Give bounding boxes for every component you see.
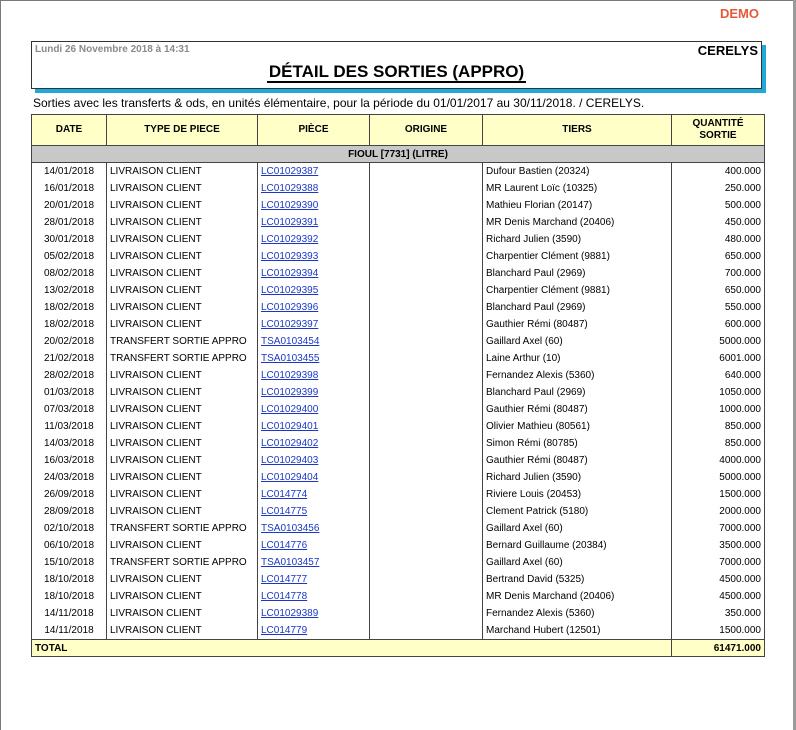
row-date: 20/01/2018 xyxy=(32,197,107,214)
row-type: LIVRAISON CLIENT xyxy=(107,503,258,520)
row-date: 28/09/2018 xyxy=(32,503,107,520)
table-row xyxy=(32,537,765,554)
row-piece xyxy=(258,486,370,503)
row-piece xyxy=(258,554,370,571)
row-quantity: 3500.000 xyxy=(672,537,765,554)
table-row xyxy=(32,350,765,367)
row-date: 18/02/2018 xyxy=(32,299,107,316)
row-piece xyxy=(258,367,370,384)
row-piece xyxy=(258,384,370,401)
piece-link[interactable]: LC01029387 xyxy=(261,166,319,177)
row-date: 14/03/2018 xyxy=(32,435,107,452)
row-type: LIVRAISON CLIENT xyxy=(107,401,258,418)
row-piece xyxy=(258,282,370,299)
table-row xyxy=(32,163,765,181)
row-tiers: Richard Julien (3590) xyxy=(483,231,672,248)
row-piece xyxy=(258,214,370,231)
row-piece xyxy=(258,316,370,333)
piece-link[interactable]: TSA0103454 xyxy=(261,336,320,347)
row-tiers: Laine Arthur (10) xyxy=(483,350,672,367)
row-tiers: Gauthier Rémi (80487) xyxy=(483,316,672,333)
row-date: 06/10/2018 xyxy=(32,537,107,554)
row-quantity: 450.000 xyxy=(672,214,765,231)
table-row xyxy=(32,316,765,333)
piece-link[interactable]: LC01029393 xyxy=(261,251,319,262)
row-origine xyxy=(370,571,483,588)
row-tiers: MR Denis Marchand (20406) xyxy=(483,214,672,231)
row-type: LIVRAISON CLIENT xyxy=(107,231,258,248)
row-quantity: 600.000 xyxy=(672,316,765,333)
row-piece xyxy=(258,265,370,282)
row-tiers: Charpentier Clément (9881) xyxy=(483,282,672,299)
piece-link[interactable]: LC01029390 xyxy=(261,200,319,211)
row-type: LIVRAISON CLIENT xyxy=(107,384,258,401)
table-row xyxy=(32,282,765,299)
row-type: LIVRAISON CLIENT xyxy=(107,299,258,316)
col-header-quantity-line1: QUANTITÉ xyxy=(692,118,744,129)
piece-link[interactable]: LC014779 xyxy=(261,625,308,636)
row-origine xyxy=(370,520,483,537)
row-origine xyxy=(370,605,483,622)
total-label: TOTAL xyxy=(32,640,672,657)
row-tiers: Bertrand David (5325) xyxy=(483,571,672,588)
row-origine xyxy=(370,503,483,520)
row-quantity: 4500.000 xyxy=(672,588,765,605)
row-piece xyxy=(258,163,370,181)
table-row xyxy=(32,469,765,486)
row-origine xyxy=(370,486,483,503)
row-origine xyxy=(370,367,483,384)
row-type: LIVRAISON CLIENT xyxy=(107,248,258,265)
sorties-table xyxy=(31,114,765,657)
row-tiers: Fernandez Alexis (5360) xyxy=(483,367,672,384)
report-date: Lundi 26 Novembre 2018 à 14:31 xyxy=(35,44,190,55)
piece-link[interactable]: LC01029399 xyxy=(261,387,319,398)
col-header-date: DATE xyxy=(32,115,107,146)
row-quantity: 1500.000 xyxy=(672,486,765,503)
col-header-piece: PIÈCE xyxy=(258,115,370,146)
table-row xyxy=(32,197,765,214)
row-tiers: Gaillard Axel (60) xyxy=(483,554,672,571)
row-date: 18/10/2018 xyxy=(32,571,107,588)
row-quantity: 250.000 xyxy=(672,180,765,197)
piece-link[interactable]: LC01029394 xyxy=(261,268,319,279)
row-type: LIVRAISON CLIENT xyxy=(107,163,258,181)
row-origine xyxy=(370,537,483,554)
piece-link[interactable]: LC014777 xyxy=(261,574,308,585)
table-row xyxy=(32,622,765,640)
row-origine xyxy=(370,554,483,571)
row-quantity: 500.000 xyxy=(672,197,765,214)
demo-watermark: DEMO xyxy=(720,6,759,21)
table-row xyxy=(32,248,765,265)
piece-link[interactable]: TSA0103455 xyxy=(261,353,320,364)
row-type: LIVRAISON CLIENT xyxy=(107,469,258,486)
row-type: LIVRAISON CLIENT xyxy=(107,571,258,588)
row-tiers: Charpentier Clément (9881) xyxy=(483,248,672,265)
row-origine xyxy=(370,231,483,248)
row-piece xyxy=(258,605,370,622)
row-date: 28/02/2018 xyxy=(32,367,107,384)
report-header xyxy=(31,41,762,89)
row-quantity: 7000.000 xyxy=(672,520,765,537)
row-origine xyxy=(370,435,483,452)
piece-link[interactable]: LC014774 xyxy=(261,489,308,500)
row-type: LIVRAISON CLIENT xyxy=(107,316,258,333)
row-origine xyxy=(370,214,483,231)
row-tiers: Dufour Bastien (20324) xyxy=(483,163,672,181)
row-type: TRANSFERT SORTIE APPRO xyxy=(107,554,258,571)
row-quantity: 4000.000 xyxy=(672,452,765,469)
row-type: LIVRAISON CLIENT xyxy=(107,486,258,503)
row-date: 30/01/2018 xyxy=(32,231,107,248)
row-tiers: Bernard Guillaume (20384) xyxy=(483,537,672,554)
table-row xyxy=(32,384,765,401)
row-quantity: 480.000 xyxy=(672,231,765,248)
table-row xyxy=(32,401,765,418)
row-piece xyxy=(258,520,370,537)
row-date: 28/01/2018 xyxy=(32,214,107,231)
row-quantity: 400.000 xyxy=(672,163,765,181)
row-quantity: 350.000 xyxy=(672,605,765,622)
row-origine xyxy=(370,282,483,299)
row-tiers: Clement Patrick (5180) xyxy=(483,503,672,520)
row-quantity: 1050.000 xyxy=(672,384,765,401)
row-tiers: Gauthier Rémi (80487) xyxy=(483,452,672,469)
row-tiers: MR Denis Marchand (20406) xyxy=(483,588,672,605)
row-tiers: Riviere Louis (20453) xyxy=(483,486,672,503)
row-type: LIVRAISON CLIENT xyxy=(107,265,258,282)
row-date: 14/11/2018 xyxy=(32,622,107,640)
row-quantity: 4500.000 xyxy=(672,571,765,588)
company-name: CERELYS xyxy=(697,43,758,58)
row-date: 07/03/2018 xyxy=(32,401,107,418)
row-type: LIVRAISON CLIENT xyxy=(107,180,258,197)
group-label: FIOUL [7731] (LITRE) xyxy=(32,146,765,163)
row-quantity: 640.000 xyxy=(672,367,765,384)
row-origine xyxy=(370,384,483,401)
piece-link[interactable]: LC01029397 xyxy=(261,319,319,330)
row-piece xyxy=(258,299,370,316)
row-tiers: Gaillard Axel (60) xyxy=(483,520,672,537)
row-type: LIVRAISON CLIENT xyxy=(107,418,258,435)
table-row xyxy=(32,520,765,537)
col-header-type: TYPE DE PIECE xyxy=(107,115,258,146)
row-quantity: 850.000 xyxy=(672,418,765,435)
piece-link[interactable]: LC01029401 xyxy=(261,421,319,432)
row-tiers: Fernandez Alexis (5360) xyxy=(483,605,672,622)
table-row xyxy=(32,299,765,316)
row-piece xyxy=(258,571,370,588)
piece-link[interactable]: LC01029392 xyxy=(261,234,319,245)
piece-link[interactable]: LC01029391 xyxy=(261,217,319,228)
row-tiers: Marchand Hubert (12501) xyxy=(483,622,672,640)
row-quantity: 1000.000 xyxy=(672,401,765,418)
table-row xyxy=(32,588,765,605)
report-title-text: DÉTAIL DES SORTIES (APPRO) xyxy=(268,62,525,81)
row-type: LIVRAISON CLIENT xyxy=(107,367,258,384)
row-date: 16/01/2018 xyxy=(32,180,107,197)
row-origine xyxy=(370,316,483,333)
row-tiers: Gauthier Rémi (80487) xyxy=(483,401,672,418)
row-type: LIVRAISON CLIENT xyxy=(107,435,258,452)
row-date: 08/02/2018 xyxy=(32,265,107,282)
total-row xyxy=(32,640,765,657)
col-header-tiers: TIERS xyxy=(483,115,672,146)
row-origine xyxy=(370,350,483,367)
row-origine xyxy=(370,452,483,469)
row-date: 26/09/2018 xyxy=(32,486,107,503)
row-quantity: 5000.000 xyxy=(672,333,765,350)
table-row xyxy=(32,265,765,282)
col-header-origine: ORIGINE xyxy=(370,115,483,146)
row-piece xyxy=(258,537,370,554)
piece-link[interactable]: LC01029389 xyxy=(261,608,319,619)
row-type: LIVRAISON CLIENT xyxy=(107,197,258,214)
table-row xyxy=(32,554,765,571)
row-piece xyxy=(258,248,370,265)
row-type: TRANSFERT SORTIE APPRO xyxy=(107,350,258,367)
row-quantity: 850.000 xyxy=(672,435,765,452)
row-piece xyxy=(258,588,370,605)
row-quantity: 650.000 xyxy=(672,282,765,299)
row-tiers: Blanchard Paul (2969) xyxy=(483,299,672,316)
table-row xyxy=(32,367,765,384)
piece-link[interactable]: LC014776 xyxy=(261,540,308,551)
row-origine xyxy=(370,622,483,640)
row-date: 01/03/2018 xyxy=(32,384,107,401)
piece-link[interactable]: LC014775 xyxy=(261,506,308,517)
row-origine xyxy=(370,299,483,316)
row-piece xyxy=(258,435,370,452)
row-type: LIVRAISON CLIENT xyxy=(107,214,258,231)
row-type: LIVRAISON CLIENT xyxy=(107,282,258,299)
row-piece xyxy=(258,333,370,350)
row-origine xyxy=(370,197,483,214)
row-tiers: Gaillard Axel (60) xyxy=(483,333,672,350)
table-header-row xyxy=(32,115,765,146)
report-title xyxy=(32,62,761,82)
table-row xyxy=(32,486,765,503)
row-origine xyxy=(370,265,483,282)
row-piece xyxy=(258,503,370,520)
report-subtitle: Sorties avec les transferts & ods, en unités élémentaire, pour la période du 01/01/2017 au 30/11/2018. / CERELYS. xyxy=(33,96,645,110)
row-type: TRANSFERT SORTIE APPRO xyxy=(107,333,258,350)
table-row xyxy=(32,333,765,350)
row-quantity: 2000.000 xyxy=(672,503,765,520)
row-piece xyxy=(258,452,370,469)
row-tiers: MR Laurent Loïc (10325) xyxy=(483,180,672,197)
row-date: 02/10/2018 xyxy=(32,520,107,537)
piece-link[interactable]: LC01029404 xyxy=(261,472,319,483)
piece-link[interactable]: LC01029396 xyxy=(261,302,319,313)
row-date: 11/03/2018 xyxy=(32,418,107,435)
row-origine xyxy=(370,248,483,265)
row-date: 13/02/2018 xyxy=(32,282,107,299)
row-type: LIVRAISON CLIENT xyxy=(107,588,258,605)
row-type: LIVRAISON CLIENT xyxy=(107,605,258,622)
col-header-quantity-line2: SORTIE xyxy=(699,130,737,141)
row-type: LIVRAISON CLIENT xyxy=(107,452,258,469)
piece-link[interactable]: LC01029395 xyxy=(261,285,319,296)
row-quantity: 6001.000 xyxy=(672,350,765,367)
table-row xyxy=(32,605,765,622)
row-quantity: 550.000 xyxy=(672,299,765,316)
piece-link[interactable]: LC01029403 xyxy=(261,455,319,466)
piece-link[interactable]: LC014778 xyxy=(261,591,308,602)
group-row xyxy=(32,146,765,163)
row-date: 15/10/2018 xyxy=(32,554,107,571)
col-header-quantity xyxy=(672,115,765,146)
piece-link[interactable]: LC01029402 xyxy=(261,438,319,449)
row-piece xyxy=(258,350,370,367)
row-tiers: Blanchard Paul (2969) xyxy=(483,384,672,401)
row-tiers: Blanchard Paul (2969) xyxy=(483,265,672,282)
row-piece xyxy=(258,622,370,640)
row-date: 18/10/2018 xyxy=(32,588,107,605)
row-origine xyxy=(370,588,483,605)
row-type: LIVRAISON CLIENT xyxy=(107,622,258,640)
table-row xyxy=(32,418,765,435)
table-row xyxy=(32,214,765,231)
piece-link[interactable]: LC01029388 xyxy=(261,183,319,194)
row-piece xyxy=(258,401,370,418)
row-origine xyxy=(370,333,483,350)
row-piece xyxy=(258,469,370,486)
row-piece xyxy=(258,418,370,435)
table-row xyxy=(32,435,765,452)
row-piece xyxy=(258,231,370,248)
row-date: 24/03/2018 xyxy=(32,469,107,486)
window-top-border xyxy=(0,0,796,1)
row-date: 14/11/2018 xyxy=(32,605,107,622)
piece-link[interactable]: LC01029398 xyxy=(261,370,319,381)
row-date: 16/03/2018 xyxy=(32,452,107,469)
row-quantity: 7000.000 xyxy=(672,554,765,571)
table-row xyxy=(32,180,765,197)
row-tiers: Olivier Mathieu (80561) xyxy=(483,418,672,435)
row-quantity: 700.000 xyxy=(672,265,765,282)
row-origine xyxy=(370,469,483,486)
row-origine xyxy=(370,180,483,197)
row-type: TRANSFERT SORTIE APPRO xyxy=(107,520,258,537)
row-origine xyxy=(370,418,483,435)
row-quantity: 1500.000 xyxy=(672,622,765,640)
piece-link[interactable]: LC01029400 xyxy=(261,404,319,415)
row-date: 20/02/2018 xyxy=(32,333,107,350)
table-row xyxy=(32,503,765,520)
row-origine xyxy=(370,401,483,418)
row-tiers: Richard Julien (3590) xyxy=(483,469,672,486)
row-tiers: Mathieu Florian (20147) xyxy=(483,197,672,214)
table-row xyxy=(32,231,765,248)
row-date: 05/02/2018 xyxy=(32,248,107,265)
table-row xyxy=(32,571,765,588)
window-left-border xyxy=(0,0,1,730)
row-date: 18/02/2018 xyxy=(32,316,107,333)
row-quantity: 5000.000 xyxy=(672,469,765,486)
piece-link[interactable]: TSA0103457 xyxy=(261,557,320,568)
row-date: 21/02/2018 xyxy=(32,350,107,367)
row-piece xyxy=(258,180,370,197)
piece-link[interactable]: TSA0103456 xyxy=(261,523,320,534)
row-origine xyxy=(370,163,483,181)
row-tiers: Simon Rémi (80785) xyxy=(483,435,672,452)
row-piece xyxy=(258,197,370,214)
total-value: 61471.000 xyxy=(672,640,765,657)
row-quantity: 650.000 xyxy=(672,248,765,265)
table-row xyxy=(32,452,765,469)
row-date: 14/01/2018 xyxy=(32,163,107,181)
row-type: LIVRAISON CLIENT xyxy=(107,537,258,554)
